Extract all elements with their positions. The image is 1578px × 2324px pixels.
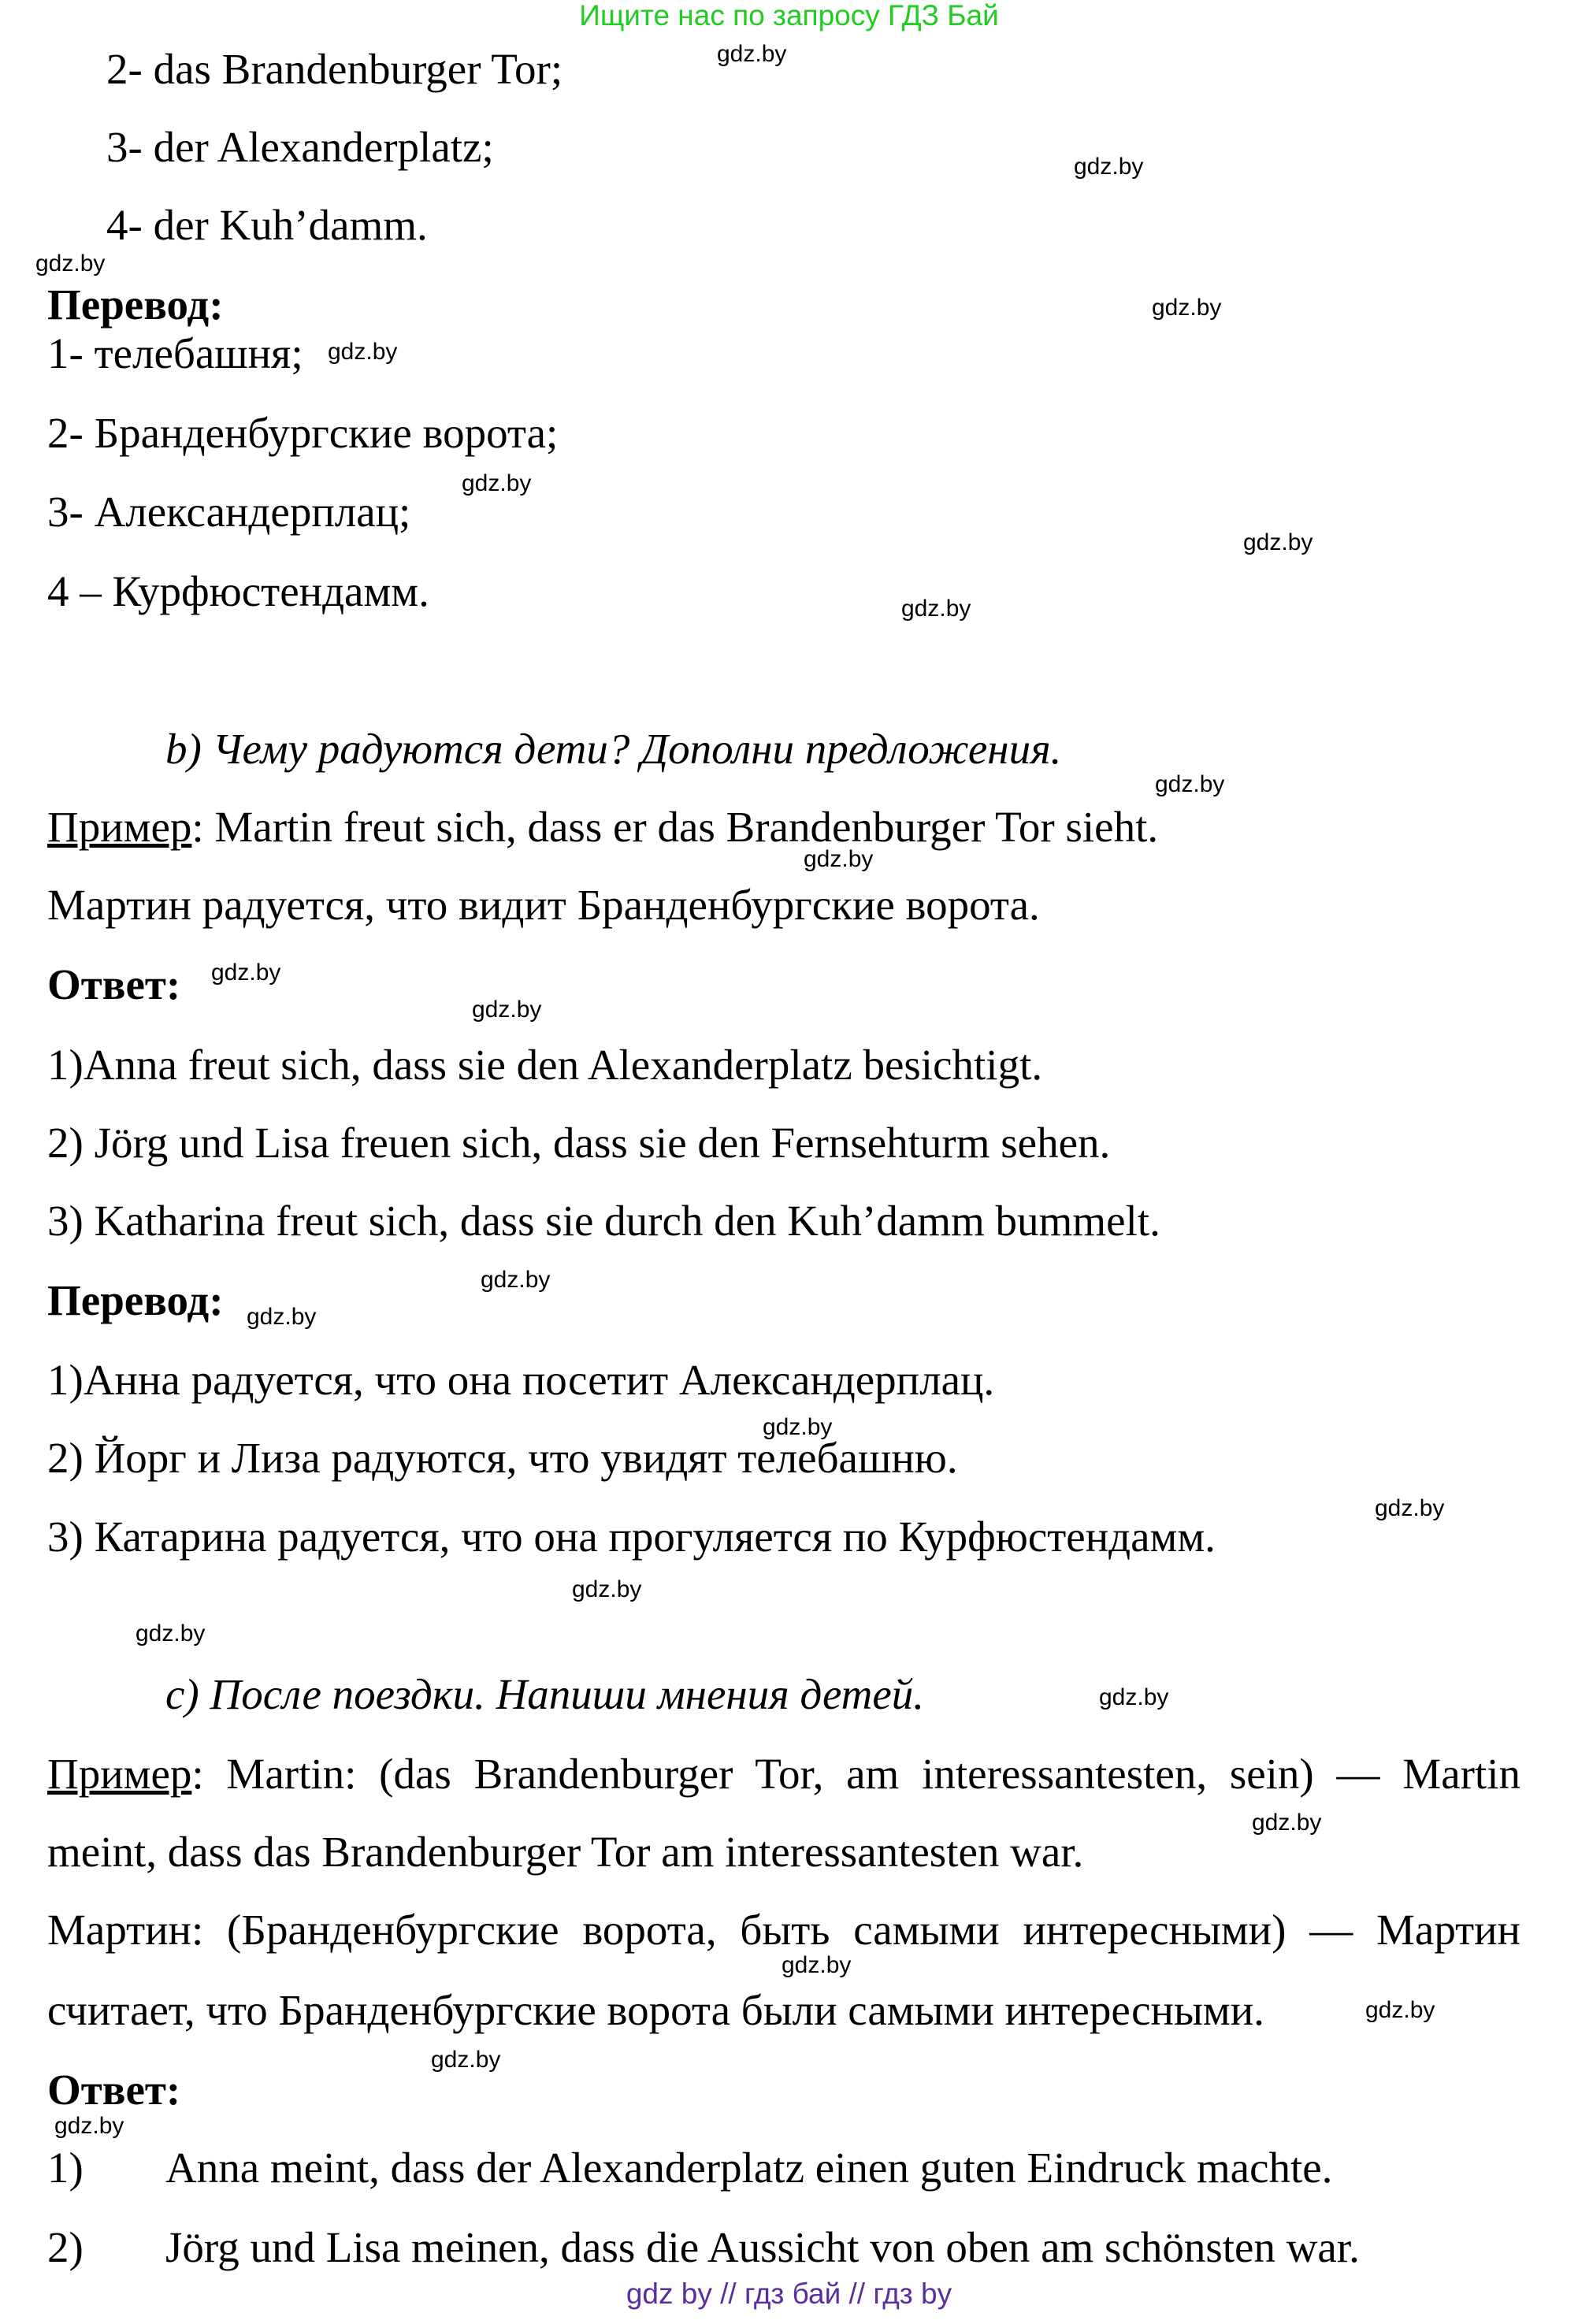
- watermark: gdz.by: [572, 1576, 642, 1602]
- watermark: gdz.by: [472, 997, 542, 1023]
- answer-text: Anna meint, dass der Alexanderplatz einen guten Eindruck machte.: [165, 2144, 1333, 2192]
- answer-number: 2): [47, 2223, 84, 2271]
- example-c-russian-1: Мартин: (Бранденбургские ворота, быть самыми интересными) — Мартин: [47, 1906, 1520, 1954]
- watermark: gdz.by: [54, 2113, 124, 2139]
- watermark: gdz.by: [328, 339, 398, 365]
- watermark: gdz.by: [804, 846, 874, 872]
- watermark: gdz.by: [211, 960, 281, 986]
- watermark: gdz.by: [481, 1267, 551, 1293]
- translation-b-2: 2) Йорг и Лиза радуются, что увидят телебашню.: [47, 1434, 958, 1482]
- watermark: gdz.by: [1155, 771, 1225, 797]
- watermark: gdz.by: [1243, 529, 1313, 555]
- example-text: : Martin freut sich, dass er das Brandenburger Tor sieht.: [191, 803, 1159, 851]
- watermark: gdz.by: [1252, 1810, 1322, 1836]
- watermark: gdz.by: [431, 2047, 501, 2073]
- example-label: Пример: [47, 1750, 192, 1798]
- answer-c-2: [47, 2220, 1360, 2275]
- watermark: gdz.by: [1099, 1684, 1169, 1710]
- answer-b-3: 3) Katharina freut sich, dass sie durch den Kuh’damm bummelt.: [47, 1197, 1160, 1245]
- watermark: gdz.by: [462, 470, 532, 496]
- watermark: gdz.by: [1074, 154, 1144, 180]
- example-c-german-2: meint, dass das Brandenburger Tor am interessantesten war.: [47, 1828, 1084, 1876]
- header-banner: Ищите нас по запросу ГДЗ Бай: [579, 0, 999, 32]
- answer-b-1: 1)Anna freut sich, dass sie den Alexanderplatz besichtigt.: [47, 1041, 1043, 1089]
- translation-b-1: 1)Анна радуется, что она посетит Александерплац.: [47, 1356, 995, 1404]
- answer-b-heading: Ответ:: [47, 960, 181, 1008]
- watermark: gdz.by: [1365, 1997, 1435, 2023]
- watermark: gdz.by: [247, 1304, 317, 1330]
- watermark: gdz.by: [782, 1952, 852, 1978]
- watermark: gdz.by: [1152, 295, 1222, 321]
- example-label: Пример: [47, 803, 192, 851]
- watermark: gdz.by: [1375, 1495, 1445, 1521]
- translation-item-1: 1- телебашня;: [47, 329, 303, 377]
- task-b-heading: b) Чему радуются дети? Дополни предложения.: [165, 725, 1062, 773]
- watermark: gdz.by: [136, 1620, 206, 1646]
- answer-c-1: [47, 2140, 1332, 2196]
- answer-number: 1): [47, 2144, 84, 2192]
- example-text: : Martin: (das Brandenburger Tor, am interessantesten, sein) — Martin: [191, 1750, 1520, 1798]
- translation-b-3: 3) Катарина радуется, что она прогуляется по Курфюстендамм.: [47, 1513, 1216, 1561]
- translation-b-heading: Перевод:: [47, 1276, 224, 1324]
- translation-item-3: 3- Александерплац;: [47, 488, 411, 536]
- watermark: gdz.by: [763, 1414, 833, 1440]
- answer-text: Jörg und Lisa meinen, dass die Aussicht von oben am schönsten war.: [165, 2223, 1360, 2271]
- german-item-4: 4- der Kuh’damm.: [106, 201, 428, 249]
- footer-banner: gdz by // гдз бай // гдз by: [626, 2278, 952, 2310]
- answer-c-heading: Ответ:: [47, 2066, 181, 2114]
- translation-heading: Перевод:: [47, 280, 224, 329]
- example-c-russian-2: считает, что Бранденбургские ворота были самыми интересными.: [47, 1986, 1264, 2034]
- german-item-2: 2- das Brandenburger Tor;: [106, 45, 563, 93]
- translation-item-2: 2- Бранденбургские ворота;: [47, 409, 559, 457]
- translation-item-4: 4 – Курфюстендамм.: [47, 567, 429, 615]
- watermark: gdz.by: [35, 251, 106, 277]
- german-item-3: 3- der Alexanderplatz;: [106, 123, 494, 171]
- watermark: gdz.by: [717, 41, 787, 67]
- task-c-heading: c) После поездки. Напиши мнения детей.: [165, 1670, 925, 1718]
- example-c-german-1: [47, 1747, 1520, 1802]
- example-b-russian: Мартин радуется, что видит Бранденбургские ворота.: [47, 881, 1040, 929]
- answer-b-2: 2) Jörg und Lisa freuen sich, dass sie den Fernsehturm sehen.: [47, 1119, 1111, 1167]
- example-b-german: [47, 800, 1158, 855]
- watermark: gdz.by: [901, 596, 971, 622]
